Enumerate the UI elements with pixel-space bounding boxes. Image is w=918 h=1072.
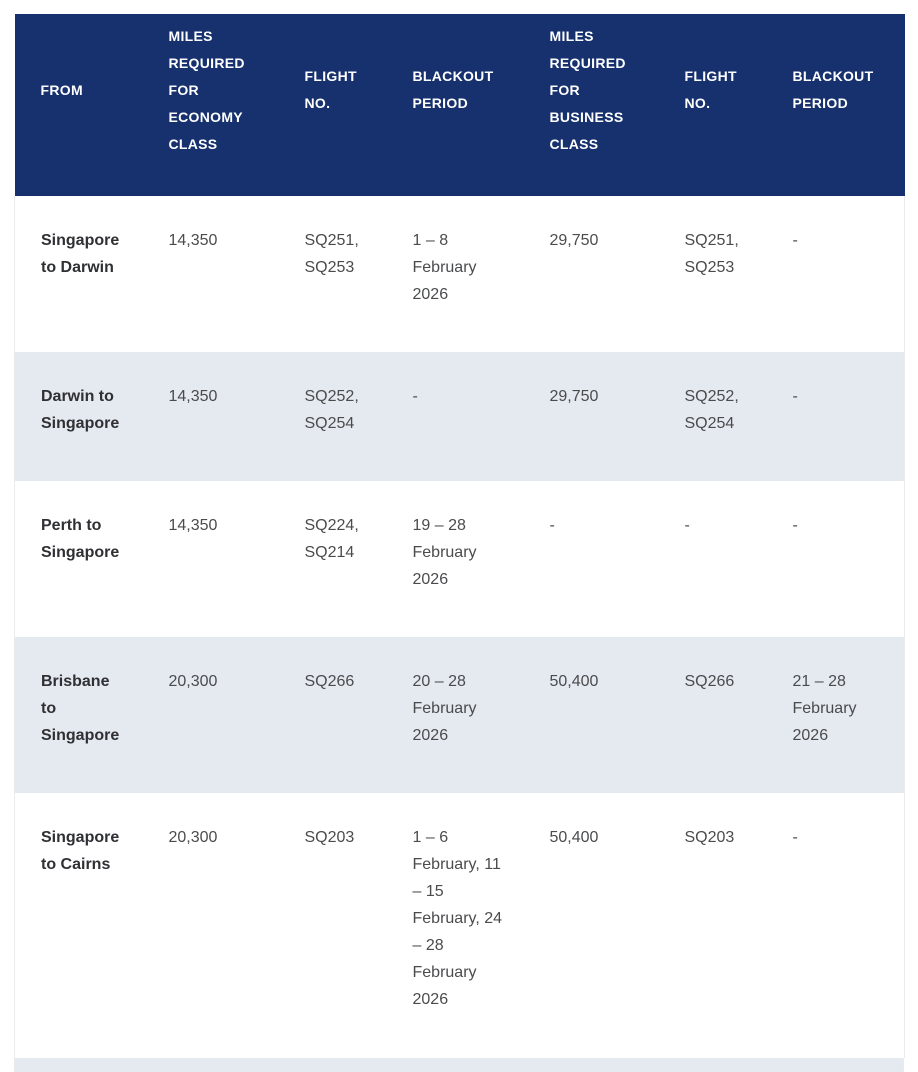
table-row <box>15 793 905 1058</box>
cell-business-blackout: - <box>767 196 905 352</box>
cell-business-blackout: - <box>767 793 905 1058</box>
cell-economy-miles: 20,300 <box>143 637 279 793</box>
table-row <box>15 352 905 481</box>
cell-economy-flight-no: SQ203 <box>279 793 387 1058</box>
table-row <box>15 481 905 637</box>
cell-business-blackout: 21 – 28 February 2026 <box>767 637 905 793</box>
cell-economy-blackout: 1 – 8 February 2026 <box>387 196 524 352</box>
col-header-economy-blackout: BLACKOUT PERIOD <box>387 14 524 196</box>
table-header-row <box>15 14 905 196</box>
col-header-business-miles: MILES REQUIRED FOR BUSINESS CLASS <box>524 14 659 196</box>
cell-economy-flight-no: SQ252, SQ254 <box>279 352 387 481</box>
cell-business-flight-no: SQ252, SQ254 <box>659 352 767 481</box>
cell-business-miles: 29,750 <box>524 352 659 481</box>
table-row <box>15 196 905 352</box>
awards-table-container <box>14 14 904 1072</box>
cell-economy-blackout: 1 – 6 February, 11 – 15 February, 24 – 28 February 2026 <box>387 793 524 1058</box>
cell-business-flight-no: SQ251, SQ253 <box>659 196 767 352</box>
cell-from: Brisbane to Singapore <box>15 637 143 793</box>
cell-business-miles: 50,400 <box>524 637 659 793</box>
cell-economy-blackout: 19 – 28 February 2026 <box>387 481 524 637</box>
cell-from: Darwin to Singapore <box>15 352 143 481</box>
next-row-partial <box>14 1058 904 1072</box>
table-row <box>15 637 905 793</box>
cell-business-flight-no: SQ266 <box>659 637 767 793</box>
cell-business-blackout: - <box>767 481 905 637</box>
col-header-economy-miles: MILES REQUIRED FOR ECONOMY CLASS <box>143 14 279 196</box>
cell-business-blackout: - <box>767 352 905 481</box>
cell-economy-blackout: - <box>387 352 524 481</box>
cell-business-flight-no: - <box>659 481 767 637</box>
cell-economy-miles: 20,300 <box>143 793 279 1058</box>
cell-from: Perth to Singapore <box>15 481 143 637</box>
cell-business-miles: 29,750 <box>524 196 659 352</box>
col-header-business-flight-no: FLIGHT NO. <box>659 14 767 196</box>
cell-economy-miles: 14,350 <box>143 481 279 637</box>
col-header-business-blackout: BLACKOUT PERIOD <box>767 14 905 196</box>
cell-business-flight-no: SQ203 <box>659 793 767 1058</box>
cell-from: Singapore to Cairns <box>15 793 143 1058</box>
cell-economy-flight-no: SQ224, SQ214 <box>279 481 387 637</box>
awards-table <box>14 14 905 1058</box>
cell-business-miles: - <box>524 481 659 637</box>
cell-economy-miles: 14,350 <box>143 196 279 352</box>
cell-economy-flight-no: SQ266 <box>279 637 387 793</box>
cell-business-miles: 50,400 <box>524 793 659 1058</box>
col-header-economy-flight-no: FLIGHT NO. <box>279 14 387 196</box>
cell-economy-flight-no: SQ251, SQ253 <box>279 196 387 352</box>
cell-economy-miles: 14,350 <box>143 352 279 481</box>
col-header-from: FROM <box>15 14 143 196</box>
cell-economy-blackout: 20 – 28 February 2026 <box>387 637 524 793</box>
cell-from: Singapore to Darwin <box>15 196 143 352</box>
